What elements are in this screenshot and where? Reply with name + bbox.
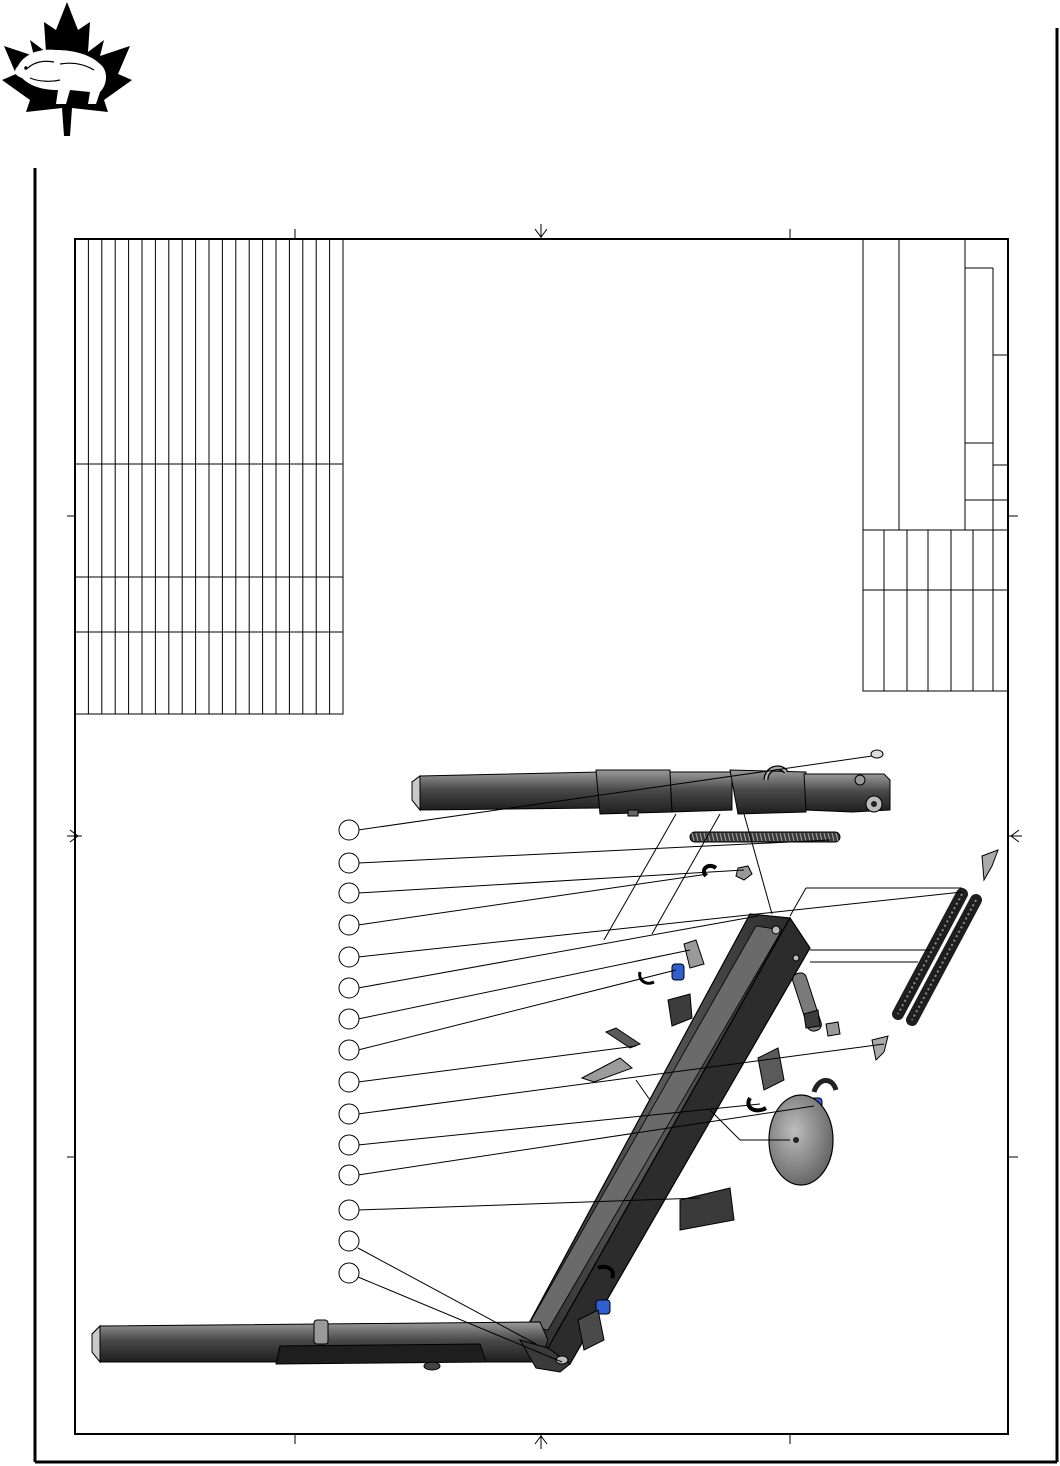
- item-balloon: [339, 820, 359, 840]
- upper-tube-assembly: [412, 750, 890, 816]
- leader-lines: [358, 756, 962, 1362]
- item-balloon: [339, 915, 359, 935]
- centering-mark-right: [1008, 830, 1022, 842]
- item-balloon: [339, 1009, 359, 1029]
- maple-leaf-bear-logo: [2, 2, 132, 136]
- item-balloon: [339, 853, 359, 873]
- drawing-frame: [67, 229, 1018, 1444]
- sheet-border: [35, 28, 1057, 1462]
- centering-mark-bottom: [535, 1434, 547, 1449]
- item-balloon: [339, 947, 359, 967]
- item-balloon: [339, 1072, 359, 1092]
- item-balloon: [339, 1231, 359, 1251]
- item-balloon: [339, 978, 359, 998]
- item-balloon: [339, 1040, 359, 1060]
- item-balloon: [339, 1263, 359, 1283]
- item-balloons: [339, 820, 359, 1283]
- bill-of-materials-table: [75, 239, 343, 714]
- hook-and-nut-hardware: [704, 866, 752, 880]
- item-balloon: [339, 1200, 359, 1220]
- item-balloon: [339, 883, 359, 903]
- lower-tube-assembly: [92, 1320, 570, 1372]
- item-balloon: [339, 1135, 359, 1155]
- main-frame-channel: [520, 914, 810, 1364]
- title-block: [863, 239, 1008, 691]
- item-balloon: [339, 1165, 359, 1185]
- centering-mark-top: [535, 224, 547, 239]
- item-balloon: [339, 1104, 359, 1124]
- extension-springs: [872, 850, 998, 1060]
